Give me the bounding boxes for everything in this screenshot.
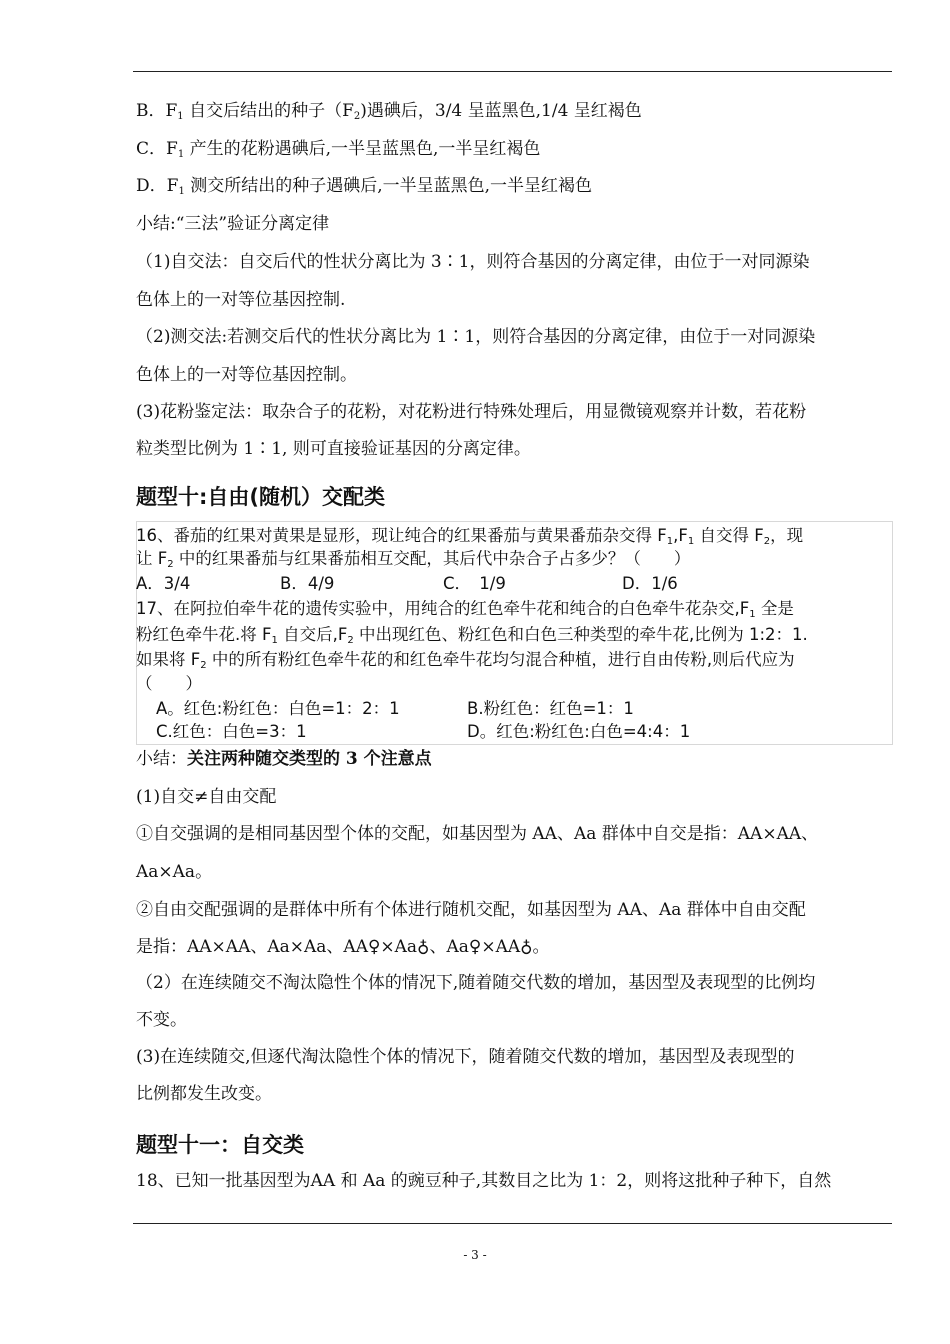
note-self-cross-line-1: ①自交强调的是相同基因型个体的交配，如基因型为 AA、Aa 群体中自交是指：AA×AA、 bbox=[136, 824, 819, 844]
header-rule bbox=[133, 71, 892, 72]
q18-line-1: 18、已知一批基因型为AA 和 Aa 的豌豆种子,其数目之比为 1：2，则将这批种子种下，自然 bbox=[136, 1171, 832, 1191]
q17-line-1: 17、在阿拉伯牵牛花的遗传实验中，用纯合的红色牵牛花和纯合的白色牵牛花杂交$,F_1$ 全是 bbox=[136, 599, 794, 620]
q17-option-c: C.红色：白色=3：1 bbox=[156, 722, 307, 741]
note-self-cross-line-2: Aa×Aa。 bbox=[136, 862, 213, 882]
q16-option-a: A．3/4 bbox=[136, 574, 191, 593]
pollen-method-line-1: (3)花粉鉴定法：取杂合子的花粉，对花粉进行特殊处理后，用显微镜观察并计数，若花粉 bbox=[136, 402, 807, 422]
q17-option-b: B.粉红色：红色=1：1 bbox=[467, 699, 634, 718]
option-c-line: C．$F_1$ 产生的花粉遇碘后,一半呈蓝黑色,一半呈红褐色 bbox=[136, 139, 541, 160]
note-3-line-2: 比例都发生改变。 bbox=[136, 1084, 272, 1104]
q16-line-2: 让 $F_2$ 中的红果番茄与红果番茄相互交配，其后代中杂合子占多少？（ ） bbox=[136, 549, 691, 570]
summary-random-mating: 小结：关注两种随交类型的 3 个注意点 bbox=[136, 749, 432, 769]
self-cross-method-line-2: 色体上的一对等位基因控制. bbox=[136, 290, 346, 310]
footer-rule bbox=[133, 1223, 892, 1224]
note-free-mating-line-2: 是指：AA×AA、Aa×Aa、AA♀×Aa♁、Aa♀×AA♁。 bbox=[136, 937, 550, 957]
q16-option-c: C． 1/9 bbox=[443, 574, 506, 593]
note-1: (1)自交≠自由交配 bbox=[136, 787, 277, 807]
q17-option-d: D。红色:粉红色:白色=4:4：1 bbox=[467, 722, 691, 741]
q17-line-2: 粉红色牵牛花.将 $F_1$ 自交后$,F_2$ 中出现红色、粉红色和白色三种类型的牵牛花,比例为 1:2：1. bbox=[136, 625, 808, 646]
note-2-line-1: （2）在连续随交不淘汰隐性个体的情况下,随着随交代数的增加，基因型及表现型的比例均 bbox=[136, 973, 816, 993]
self-cross-method-line-1: （1)自交法：自交后代的性状分离比为 3∶1，则符合基因的分离定律，由位于一对同源染 bbox=[136, 252, 810, 272]
q17-line-4: （ ） bbox=[136, 674, 202, 693]
q17-option-a: A。红色:粉红色：白色=1：2：1 bbox=[156, 699, 400, 718]
note-free-mating-line-1: ②自由交配强调的是群体中所有个体进行随机交配，如基因型为 AA、Aa 群体中自由交配 bbox=[136, 900, 806, 920]
q16-option-b: B．4/9 bbox=[280, 574, 335, 593]
summary-three-methods: 小结:“三法”验证分离定律 bbox=[136, 214, 330, 234]
q17-line-3: 如果将 $F_2$ 中的所有粉红色牵牛花的和红色牵牛花均匀混合种植，进行自由传粉,则后代应为 bbox=[136, 650, 795, 671]
note-2-line-2: 不变。 bbox=[136, 1010, 187, 1030]
test-cross-method-line-1: （2)测交法:若测交后代的性状分离比为 1∶1，则符合基因的分离定律，由位于一对同源染 bbox=[136, 327, 816, 347]
page-number: - 3 - bbox=[463, 1248, 487, 1262]
note-3-line-1: (3)在连续随交,但逐代淘汰隐性个体的情况下，随着随交代数的增加，基因型及表现型的 bbox=[136, 1047, 795, 1067]
option-b-line: B．$F_1$ 自交后结出的种子$(F_2)$遇碘后，3/4 呈蓝黑色,1/4 呈红褐色 bbox=[136, 101, 642, 122]
q16-line-1: 16、番茄的红果对黄果是显形，现让纯合的红果番茄与黄果番茄杂交得 $F_1,F_1$ 自交得 $F_2$，现 bbox=[136, 526, 804, 547]
pollen-method-line-2: 粒类型比例为 1∶1, 则可直接验证基因的分离定律。 bbox=[136, 439, 531, 459]
section-heading-10: 题型十:自由(随机）交配类 bbox=[136, 485, 385, 509]
section-heading-11: 题型十一：自交类 bbox=[136, 1133, 304, 1157]
q16-option-d: D．1/6 bbox=[622, 574, 678, 593]
option-d-line: D．$F_1$ 测交所结出的种子遇碘后,一半呈蓝黑色,一半呈红褐色 bbox=[136, 176, 593, 197]
test-cross-method-line-2: 色体上的一对等位基因控制。 bbox=[136, 365, 357, 385]
